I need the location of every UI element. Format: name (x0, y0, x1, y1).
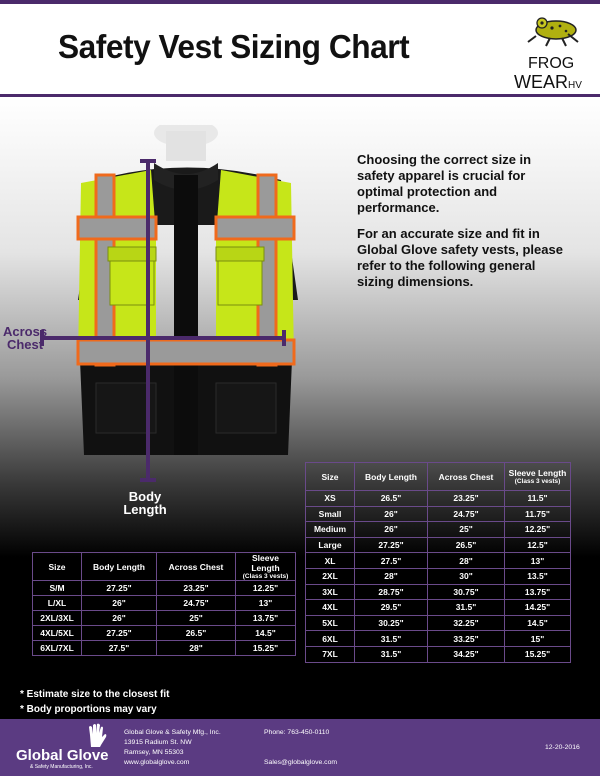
body-length-line1: Body (128, 489, 162, 504)
across-chest-cell: 24.75" (157, 596, 236, 611)
col-header-sleeve-length: Sleeve Length (Class 3 vests) (236, 553, 296, 581)
sleeve-length-cell: 15" (505, 631, 571, 647)
table-row (33, 581, 296, 596)
size-cell: L/XL (33, 596, 82, 611)
sleeve-length-cell: 12.5" (505, 537, 571, 553)
email-link[interactable]: Sales@globalglove.com (264, 759, 338, 766)
body-length-cell: 31.5" (355, 631, 428, 647)
body-length-cell: 26" (355, 522, 428, 538)
sleeve-length-cell: 14.25" (505, 600, 571, 616)
across-chest-label (3, 325, 47, 351)
across-chest-cell: 25" (428, 522, 505, 538)
size-cell: 4XL (306, 600, 355, 616)
brand-line2: WEAR (514, 72, 568, 92)
size-cell: 7XL (306, 646, 355, 662)
across-chest-line1: Across (3, 324, 48, 339)
table-row (306, 506, 571, 522)
body-length-cell: 28.75" (355, 584, 428, 600)
body-length-cell: 27.5" (82, 641, 157, 656)
table-row (33, 596, 296, 611)
across-chest-cell: 23.25" (428, 491, 505, 507)
sleeve-length-cell: 14.5" (236, 626, 296, 641)
intro-paragraph-2: For an accurate size and fit in Global Glove safety vests, please refer to the following general sizing dimensions. (357, 226, 563, 289)
table-row (306, 615, 571, 631)
footer-date: 12-20-2016 (545, 744, 580, 751)
sleeve-length-cell: 15.25" (236, 641, 296, 656)
size-cell: Medium (306, 522, 355, 538)
size-cell: 3XL (306, 584, 355, 600)
table-row (306, 600, 571, 616)
sleeve-length-cell: 13.5" (505, 568, 571, 584)
size-cell: 6XL (306, 631, 355, 647)
col-header-across-chest: Across Chest (157, 553, 236, 581)
frogwear-logo (506, 12, 590, 92)
col-header-sleeve-length: Sleeve Length (Class 3 vests) (505, 463, 571, 491)
body-length-cell: 29.5" (355, 600, 428, 616)
table-row (306, 553, 571, 569)
across-chest-cell: 25" (157, 611, 236, 626)
body-length-cell: 26" (82, 596, 157, 611)
body-length-cell: 26" (82, 611, 157, 626)
footer (0, 719, 600, 776)
sleeve-length-cell: 12.25" (505, 522, 571, 538)
col-header-body-length: Body Length (355, 463, 428, 491)
sleeve-length-cell: 11.75" (505, 506, 571, 522)
table-row (33, 641, 296, 656)
size-cell: XS (306, 491, 355, 507)
sleeve-length-cell: 14.5" (505, 615, 571, 631)
across-chest-cell: 30.75" (428, 584, 505, 600)
table-row (306, 537, 571, 553)
footer-brand: Global Glove (16, 747, 109, 764)
table-row (306, 646, 571, 662)
sizing-table-individual (305, 462, 571, 663)
address-line: Global Glove & Safety Mfg., Inc. (124, 729, 221, 736)
body-length-line2: Length (123, 502, 167, 517)
table-row (33, 611, 296, 626)
page-title: Safety Vest Sizing Chart (58, 28, 410, 65)
website-link[interactable]: www.globalglove.com (124, 759, 190, 766)
col-header-size: Size (306, 463, 355, 491)
frog-icon (528, 18, 578, 46)
vest-illustration (36, 125, 306, 495)
table-row (306, 568, 571, 584)
sleeve-length-cell: 13" (236, 596, 296, 611)
body-length-cell: 27.25" (355, 537, 428, 553)
across-chest-cell: 28" (428, 553, 505, 569)
across-chest-cell: 24.75" (428, 506, 505, 522)
note-2: * Body proportions may vary (20, 704, 157, 715)
size-cell: Large (306, 537, 355, 553)
footer-brand-sub: & Safety Manufacturing, Inc. (30, 764, 93, 770)
across-chest-cell: 33.25" (428, 631, 505, 647)
address-line: 13915 Radium St. NW (124, 739, 192, 746)
table-row (306, 491, 571, 507)
intro-text (357, 152, 572, 300)
body-length-cell: 26.5" (355, 491, 428, 507)
brand-line1: FROG (528, 55, 575, 72)
across-chest-cell: 32.25" (428, 615, 505, 631)
body-length-cell: 27.5" (355, 553, 428, 569)
size-cell: 6XL/7XL (33, 641, 82, 656)
across-chest-cell: 34.25" (428, 646, 505, 662)
size-cell: 5XL (306, 615, 355, 631)
col-header-body-length: Body Length (82, 553, 157, 581)
across-chest-cell: 28" (157, 641, 236, 656)
across-chest-cell: 26.5" (157, 626, 236, 641)
sleeve-length-cell: 13.75" (505, 584, 571, 600)
size-cell: 4XL/5XL (33, 626, 82, 641)
note-1: * Estimate size to the closest fit (20, 689, 170, 700)
size-cell: 2XL/3XL (33, 611, 82, 626)
hand-icon (86, 723, 108, 749)
body-length-cell: 26" (355, 506, 428, 522)
header (0, 4, 600, 98)
col-header-across-chest: Across Chest (428, 463, 505, 491)
sleeve-length-cell: 12.25" (236, 581, 296, 596)
body-length-cell: 30.25" (355, 615, 428, 631)
intro-paragraph-1: Choosing the correct size in safety apparel is crucial for optimal protection and performance. (357, 152, 532, 215)
table-row (306, 584, 571, 600)
across-chest-cell: 23.25" (157, 581, 236, 596)
sleeve-length-cell: 15.25" (505, 646, 571, 662)
address-line: Ramsey, MN 55303 (124, 749, 184, 756)
table-row (306, 522, 571, 538)
body-length-cell: 27.25" (82, 581, 157, 596)
footer-contact (264, 728, 337, 768)
sleeve-length-cell: 11.5" (505, 491, 571, 507)
footer-address (124, 728, 221, 768)
col-header-size: Size (33, 553, 82, 581)
brand-suffix: HV (568, 80, 582, 91)
body-length-cell: 31.5" (355, 646, 428, 662)
sizing-table-combined (32, 552, 296, 656)
size-cell: Small (306, 506, 355, 522)
size-cell: XL (306, 553, 355, 569)
sleeve-length-cell: 13.75" (236, 611, 296, 626)
across-chest-cell: 31.5" (428, 600, 505, 616)
size-cell: 2XL (306, 568, 355, 584)
table-row (33, 626, 296, 641)
across-chest-cell: 30" (428, 568, 505, 584)
body-length-label (113, 490, 177, 516)
table-row (306, 631, 571, 647)
across-chest-cell: 26.5" (428, 537, 505, 553)
notes (20, 687, 170, 717)
size-cell: S/M (33, 581, 82, 596)
phone-text: Phone: 763-450-0110 (264, 729, 330, 736)
sleeve-length-cell: 13" (505, 553, 571, 569)
body-length-cell: 27.25" (82, 626, 157, 641)
body-length-cell: 28" (355, 568, 428, 584)
across-chest-line2: Chest (6, 337, 44, 352)
